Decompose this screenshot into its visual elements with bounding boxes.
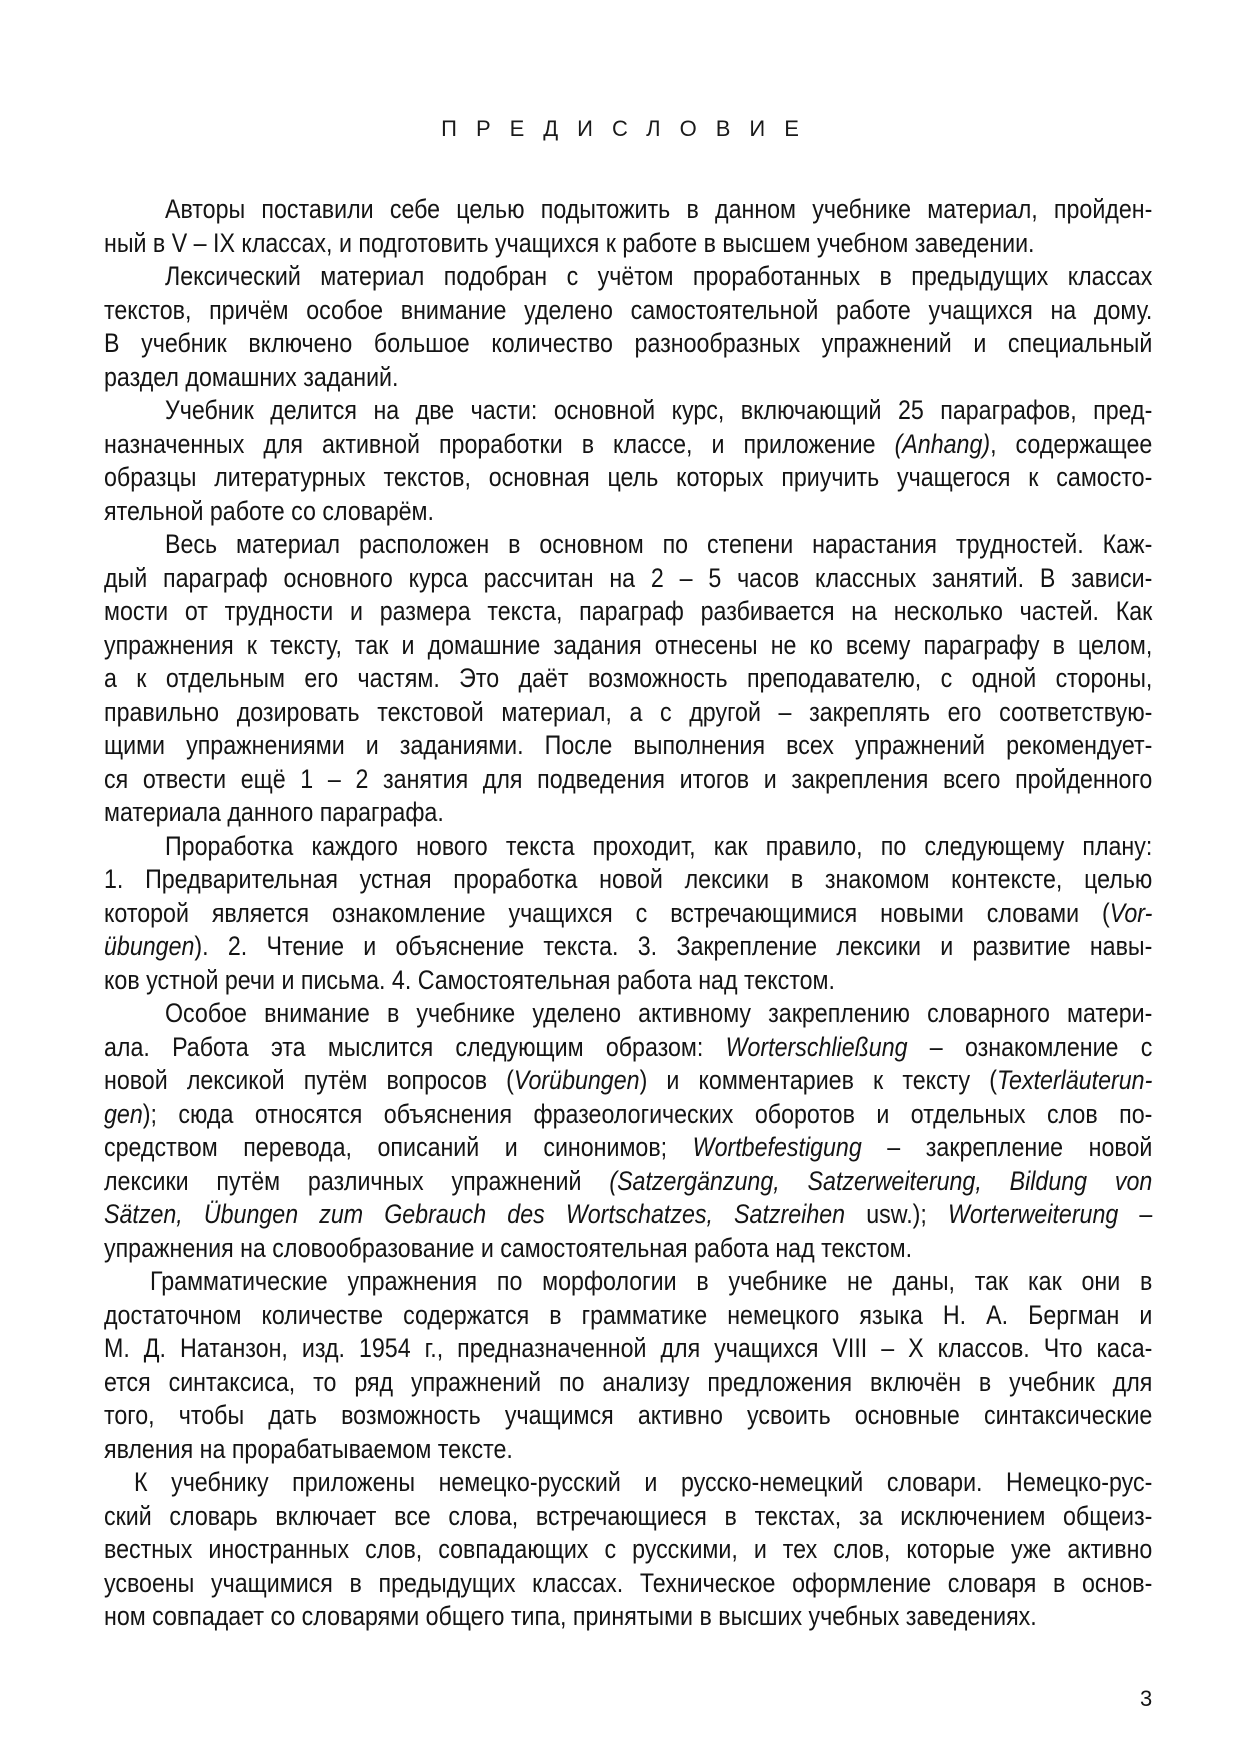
preface-body (104, 193, 1152, 1634)
italic-term: übungen (104, 931, 195, 961)
text-span: текстов, причём особое внимание уделено самостоятельной работе учащихся на дому. (104, 294, 1153, 325)
text-span: ала. Работа эта мыслится следующим образом: (104, 1031, 726, 1062)
text-span: ятельной работе со словарём. (104, 495, 434, 526)
italic-term: Sätzen, Übungen zum Gebrauch des Wortschatzes, Satzreihen (104, 1199, 846, 1229)
text-line (104, 662, 1152, 696)
text-span: раздел домашних заданий. (104, 361, 399, 392)
text-span: средством перевода, описаний и синонимов; (104, 1132, 693, 1162)
text-line (104, 1198, 1152, 1232)
text-span: щими упражнениями и заданиями. После выполнения всех упражнений рекомендует- (104, 730, 1153, 760)
paragraph (104, 1265, 1152, 1466)
text-span: ся отвести ещё 1 – 2 занятия для подведения итогов и закрепления всего пройденного (104, 763, 1153, 794)
text-line (104, 930, 1152, 964)
text-span: В учебник включено большое количество разнообразных упражнений и специальный (104, 328, 1153, 358)
text-span: ков устной речи и письма. 4. Самостоятельная работа над текстом. (104, 964, 835, 995)
text-line (104, 193, 1152, 227)
paragraph (104, 394, 1152, 528)
text-line (104, 1466, 1152, 1500)
text-line (104, 1232, 1152, 1266)
text-line (104, 796, 1152, 830)
text-line (104, 327, 1152, 361)
paragraph (104, 830, 1152, 998)
text-line (104, 1533, 1152, 1567)
text-span: Грамматические упражнения по морфологии в учебнике не даны, так как они в (149, 1266, 1153, 1296)
text-span: ном совпадает со словарями общего типа, принятыми в высших учебных заведениях. (104, 1601, 1037, 1631)
text-span: – (1118, 1199, 1153, 1229)
text-span: Лексический материал подобран с учётом проработанных в предыдущих классах (164, 261, 1153, 291)
text-span: правильно дозировать текстовой материал, а с другой – закреплять его соответствую- (104, 696, 1153, 727)
italic-term: Vorübungen (513, 1065, 640, 1095)
text-span: М. Д. Натанзон, изд. 1954 г., предназначенной для учащихся VIII – X классов. Что каса- (104, 1333, 1153, 1363)
text-span: 1. Предварительная устная проработка новой лексики в знакомом контексте, целью (104, 864, 1153, 894)
text-span: которой является ознакомление учащихся с встречающимися новыми словами ( (104, 897, 1110, 928)
text-span: материала данного параграфа. (104, 797, 444, 827)
text-span: вестных иностранных слов, совпадающих с русскими, и тех слов, которые уже активно (104, 1534, 1153, 1564)
text-line (104, 897, 1152, 931)
text-span: – ознакомление с (907, 1031, 1153, 1062)
text-span: упражнения к тексту, так и домашние задания отнесены не ко всему параграфу в целом, (104, 629, 1153, 660)
text-span: мости от трудности и размера текста, параграф разбивается на несколько частей. Как (104, 596, 1153, 626)
text-line (104, 294, 1152, 328)
text-span: лексики путём различных упражнений (104, 1165, 610, 1196)
italic-term: gen (104, 1098, 143, 1129)
italic-term: Worterweiterung (947, 1199, 1119, 1229)
text-line (104, 964, 1152, 998)
text-span: ный в V – IX классах, и подготовить учащихся к работе в высшем учебном заведении. (104, 227, 1035, 258)
text-line (104, 997, 1152, 1031)
italic-term: Texterläuterun- (997, 1065, 1153, 1095)
text-line (104, 595, 1152, 629)
paragraph (104, 997, 1152, 1265)
text-span: того, чтобы дать возможность учащимся активно усвоить основные синтаксические (104, 1400, 1153, 1430)
text-span: Проработка каждого нового текста проходит, как правило, по следующему плану: (164, 830, 1153, 861)
text-line (104, 495, 1152, 529)
text-span: Авторы поставили себе целью подытожить в данном учебнике материал, пройден- (164, 194, 1153, 224)
text-span: усвоены учащимися в предыдущих классах. Техническое оформление словаря в основ- (104, 1567, 1153, 1598)
text-line (104, 528, 1152, 562)
page-title: ПРЕДИСЛОВИЕ (441, 116, 818, 141)
text-line (104, 1567, 1152, 1601)
text-span: Учебник делится на две части: основной курс, включающий 25 параграфов, пред- (164, 395, 1153, 425)
text-span: usw.); (845, 1199, 948, 1229)
text-line (104, 729, 1152, 763)
text-span: ). 2. Чтение и объяснение текста. 3. Закрепление лексики и развитие навы- (194, 931, 1153, 961)
text-line (104, 830, 1152, 864)
text-span: образцы литературных текстов, основная цель которых приучить учащегося к самосто- (104, 462, 1153, 492)
text-span: ется синтаксиса, то ряд упражнений по анализу предложения включён в учебник для (104, 1366, 1153, 1397)
italic-term: (Satzergänzung, Satzerweiterung, Bildung von (609, 1165, 1153, 1196)
text-span: Особое внимание в учебнике уделено активному закреплению словарного матери- (164, 998, 1153, 1028)
paragraph (104, 528, 1152, 830)
text-line (104, 1399, 1152, 1433)
text-line (104, 696, 1152, 730)
text-line (104, 260, 1152, 294)
text-span: дый параграф основного курса рассчитан на 2 – 5 часов классных занятий. В зависи- (104, 562, 1153, 593)
text-span: ский словарь включает все слова, встречающиеся в текстах, за исключением общеиз- (104, 1500, 1153, 1531)
text-line (104, 863, 1152, 897)
text-span: назначенных для активной проработки в классе, и приложение (104, 428, 895, 459)
text-line (104, 1366, 1152, 1400)
paragraph (104, 193, 1152, 260)
text-line (104, 394, 1152, 428)
text-line (104, 562, 1152, 596)
italic-term: Worterschließung (725, 1031, 908, 1062)
text-line (104, 428, 1152, 462)
text-line (104, 1600, 1152, 1634)
text-span: упражнения на словообразование и самостоятельная работа над текстом. (104, 1232, 913, 1263)
italic-term: Vor- (1109, 897, 1153, 928)
text-span: ) и комментариев к тексту ( (639, 1065, 998, 1095)
text-line (104, 1131, 1152, 1165)
text-span: явления на прорабатываемом тексте. (104, 1433, 513, 1464)
text-line (104, 1165, 1152, 1199)
text-line (104, 763, 1152, 797)
text-line (104, 1299, 1152, 1333)
text-line (104, 1031, 1152, 1065)
text-line (104, 629, 1152, 663)
text-span: ); сюда относятся объяснения фразеологических оборотов и отдельных слов по- (142, 1098, 1153, 1129)
text-line (104, 1332, 1152, 1366)
text-line (104, 1064, 1152, 1098)
text-span: – закрепление новой (861, 1132, 1153, 1162)
text-span: новой лексикой путём вопросов ( (104, 1065, 514, 1095)
text-span: Весь материал расположен в основном по степени нарастания трудностей. Каж- (164, 529, 1153, 559)
text-line (104, 227, 1152, 261)
text-span: достаточном количестве содержатся в грамматике немецкого языка Н. А. Бергман и (104, 1299, 1153, 1330)
paragraph (104, 260, 1152, 394)
text-line (104, 1098, 1152, 1132)
italic-term: (Anhang) (894, 428, 991, 459)
text-line (104, 361, 1152, 395)
page-number: 3 (1140, 1686, 1153, 1711)
text-line (104, 461, 1152, 495)
text-line (104, 1500, 1152, 1534)
text-span: , содержащее (990, 428, 1153, 459)
text-span: а к отдельным его частям. Это даёт возможность преподавателю, с одной стороны, (104, 663, 1153, 693)
text-line (104, 1265, 1152, 1299)
italic-term: Wortbefestigung (692, 1132, 862, 1162)
paragraph (104, 1466, 1152, 1634)
text-line (104, 1433, 1152, 1467)
text-span: К учебнику приложены немецко-русский и русско-немецкий словари. Немецко-рус- (133, 1467, 1153, 1497)
